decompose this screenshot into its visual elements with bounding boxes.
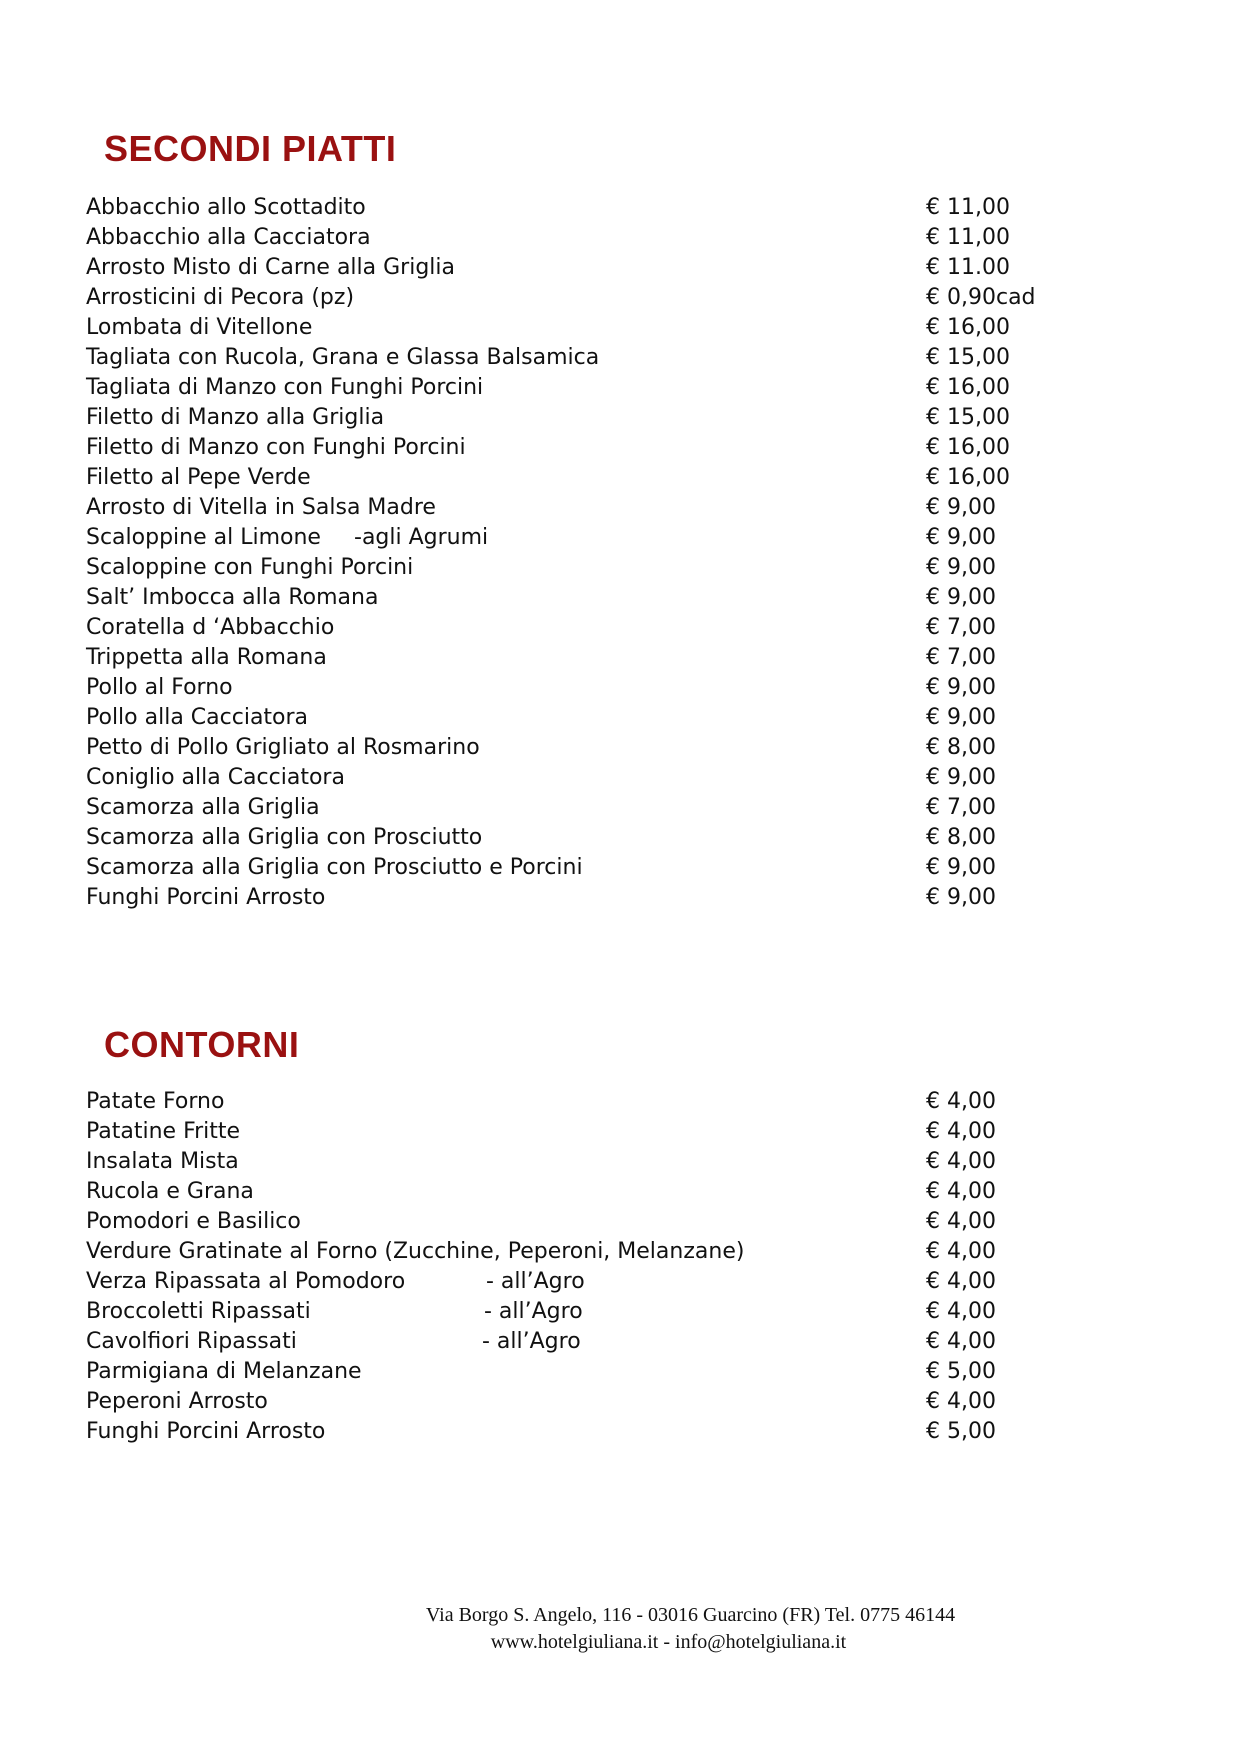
menu-item [86, 643, 1046, 673]
menu-item [86, 823, 1046, 853]
menu-item [86, 793, 1046, 823]
menu-item-price: € 16,00 [926, 465, 1010, 490]
footer-web-email: www.hotelgiuliana.it - info@hotelgiuliana.it [490, 1631, 847, 1653]
menu-item [86, 253, 1046, 283]
menu-item-price: € 9,00 [926, 855, 996, 880]
menu-item-price: € 15,00 [926, 345, 1010, 370]
menu-item [86, 1267, 1046, 1297]
menu-item-price: € 4,00 [926, 1389, 996, 1414]
menu-item-price: € 4,00 [926, 1239, 996, 1264]
menu-item-price: € 5,00 [926, 1419, 996, 1444]
menu-item-name: Funghi Porcini Arrosto [86, 885, 326, 910]
menu-item [86, 523, 1046, 553]
menu-item-name: Patatine Fritte [86, 1119, 241, 1144]
menu-item-price: € 4,00 [926, 1119, 996, 1144]
menu-item-name: Rucola e Grana [86, 1179, 254, 1204]
menu-item [86, 283, 1046, 313]
menu-item [86, 1207, 1046, 1237]
menu-item-name: Parmigiana di Melanzane [86, 1359, 362, 1384]
menu-item-name: Scaloppine con Funghi Porcini [86, 555, 414, 580]
menu-item-variant: -agli Agrumi [354, 525, 489, 550]
menu-item-name: Petto di Pollo Grigliato al Rosmarino [86, 735, 480, 760]
menu-item [86, 313, 1046, 343]
menu-item [86, 433, 1046, 463]
menu-item-price: € 8,00 [926, 735, 996, 760]
menu-item [86, 1387, 1046, 1417]
menu-item-name: Abbacchio alla Cacciatora [86, 225, 371, 250]
menu-item-name: Scamorza alla Griglia [86, 795, 320, 820]
menu-item-price: € 7,00 [926, 645, 996, 670]
menu-item-price: € 16,00 [926, 435, 1010, 460]
menu-item [86, 493, 1046, 523]
menu-item-price: € 15,00 [926, 405, 1010, 430]
menu-item-price: € 9,00 [926, 705, 996, 730]
menu-item [86, 673, 1046, 703]
menu-item [86, 1327, 1046, 1357]
menu-item [86, 553, 1046, 583]
menu-item-name: Cavolfiori Ripassati [86, 1329, 297, 1354]
menu-item [86, 1357, 1046, 1387]
menu-item-name: Arrosto Misto di Carne alla Griglia [86, 255, 456, 280]
footer-address: Via Borgo S. Angelo, 116 - 03016 Guarcino (FR) Tel. 0775 46144 [425, 1604, 956, 1626]
menu-item-name: Coniglio alla Cacciatora [86, 765, 345, 790]
menu-item-price: € 9,00 [926, 765, 996, 790]
menu-item-name: Peperoni Arrosto [86, 1389, 268, 1414]
menu-item-variant: - all’Agro [486, 1269, 585, 1294]
menu-item-name: Funghi Porcini Arrosto [86, 1419, 326, 1444]
menu-item-name: Trippetta alla Romana [86, 645, 327, 670]
menu-list-secondi-piatti [86, 193, 1046, 913]
menu-item-name: Broccoletti Ripassati [86, 1299, 311, 1324]
menu-item [86, 1297, 1046, 1327]
menu-item [86, 733, 1046, 763]
menu-item-price: € 4,00 [926, 1149, 996, 1174]
menu-item-name: Arrosto di Vitella in Salsa Madre [86, 495, 436, 520]
menu-item-name: Filetto al Pepe Verde [86, 465, 311, 490]
menu-item [86, 853, 1046, 883]
menu-item-name: Filetto di Manzo con Funghi Porcini [86, 435, 466, 460]
menu-item [86, 703, 1046, 733]
menu-item-price: € 11,00 [926, 195, 1010, 220]
menu-item-name: Filetto di Manzo alla Griglia [86, 405, 385, 430]
menu-item-price: € 9,00 [926, 495, 996, 520]
section-title-contorni: CONTORNI [104, 1024, 300, 1065]
menu-item [86, 1417, 1046, 1447]
menu-item [86, 193, 1046, 223]
menu-item-name: Patate Forno [86, 1089, 225, 1114]
menu-item [86, 1117, 1046, 1147]
menu-item-name: Tagliata con Rucola, Grana e Glassa Balsamica [86, 345, 600, 370]
menu-item-price: € 4,00 [926, 1299, 996, 1324]
menu-item-name: Lombata di Vitellone [86, 315, 313, 340]
menu-item-price: € 11,00 [926, 225, 1010, 250]
menu-item-price: € 4,00 [926, 1179, 996, 1204]
menu-item-price: € 16,00 [926, 315, 1010, 340]
menu-item-price: € 7,00 [926, 795, 996, 820]
menu-item [86, 463, 1046, 493]
menu-item [86, 1237, 1046, 1267]
menu-item [86, 763, 1046, 793]
menu-item [86, 1087, 1046, 1117]
menu-list-contorni [86, 1087, 1046, 1447]
menu-item-price: € 4,00 [926, 1209, 996, 1234]
section-title-secondi-piatti: SECONDI PIATTI [104, 128, 397, 169]
menu-item-price: € 4,00 [926, 1329, 996, 1354]
menu-item [86, 1177, 1046, 1207]
menu-item-price: € 4,00 [926, 1269, 996, 1294]
menu-item-price: € 9,00 [926, 675, 996, 700]
menu-item-name: Scamorza alla Griglia con Prosciutto [86, 825, 483, 850]
menu-item-price: € 0,90cad [926, 285, 1036, 310]
menu-item-name: Pollo al Forno [86, 675, 233, 700]
menu-item-name: Arrosticini di Pecora (pz) [86, 285, 355, 310]
menu-item-name: Verdure Gratinate al Forno (Zucchine, Peperoni, Melanzane) [86, 1239, 745, 1264]
menu-item-name: Scamorza alla Griglia con Prosciutto e Porcini [86, 855, 583, 880]
menu-item-price: € 9,00 [926, 525, 996, 550]
menu-item [86, 403, 1046, 433]
menu-item-price: € 9,00 [926, 585, 996, 610]
menu-item-name: Salt’ Imbocca alla Romana [86, 585, 379, 610]
menu-item [86, 583, 1046, 613]
menu-item [86, 373, 1046, 403]
menu-item [86, 613, 1046, 643]
menu-item-name: Pollo alla Cacciatora [86, 705, 309, 730]
menu-item-price: € 5,00 [926, 1359, 996, 1384]
menu-item [86, 223, 1046, 253]
menu-item-price: € 9,00 [926, 555, 996, 580]
menu-item-name: Verza Ripassata al Pomodoro [86, 1269, 406, 1294]
menu-item-name: Coratella d ‘Abbacchio [86, 615, 335, 640]
menu-item-name: Scaloppine al Limone [86, 525, 321, 550]
menu-item-name: Tagliata di Manzo con Funghi Porcini [86, 375, 484, 400]
menu-item-price: € 8,00 [926, 825, 996, 850]
menu-item-price: € 7,00 [926, 615, 996, 640]
menu-item-name: Insalata Mista [86, 1149, 239, 1174]
menu-item-price: € 11.00 [926, 255, 1010, 280]
menu-item-name: Pomodori e Basilico [86, 1209, 301, 1234]
menu-item-variant: - all’Agro [482, 1329, 581, 1354]
menu-item-price: € 4,00 [926, 1089, 996, 1114]
menu-item-variant: - all’Agro [484, 1299, 583, 1324]
menu-item-name: Abbacchio allo Scottadito [86, 195, 366, 220]
menu-item [86, 343, 1046, 373]
menu-item-price: € 9,00 [926, 885, 996, 910]
menu-item-price: € 16,00 [926, 375, 1010, 400]
footer-contact [0, 1602, 1241, 1656]
menu-item [86, 1147, 1046, 1177]
menu-item [86, 883, 1046, 913]
